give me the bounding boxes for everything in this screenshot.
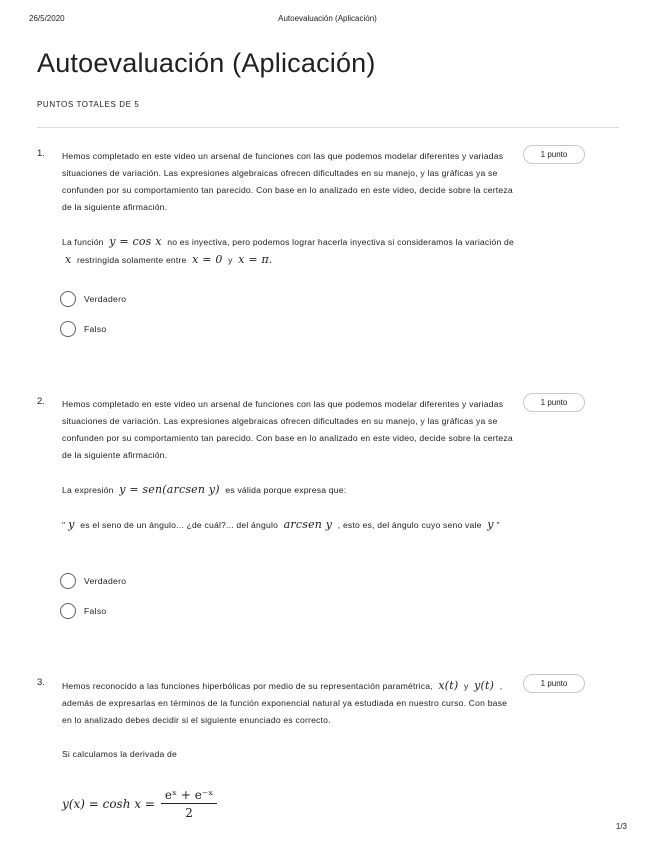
math-expression: x = π.: [238, 253, 273, 266]
print-doc-title: Autoevaluación (Aplicación): [278, 14, 377, 23]
question-quote: " y es el seno de un ángulo... ¿de cuál?... del ángulo arcsen y , esto es, del ángulo cuyo seno vale y ": [62, 518, 500, 531]
option-verdadero[interactable]: Verdadero: [60, 284, 360, 314]
question-number: 3.: [37, 677, 45, 688]
math-expression: y(t): [474, 679, 495, 692]
math-expression: y = sen(arcsen y): [119, 483, 220, 496]
radio-button[interactable]: [60, 603, 76, 619]
points-badge: 1 punto: [523, 674, 585, 693]
print-date: 26/5/2020: [29, 14, 65, 23]
question-statement: La función y = cos x no es inyectiva, pero podemos lograr hacerla inyectiva si consideramos la variación de x restringida solamente entre x = 0 y x = π.: [62, 235, 515, 266]
math-expression: x = 0: [192, 253, 223, 266]
math-expression: x(t): [438, 679, 459, 692]
points-badge: 1 punto: [523, 393, 585, 412]
option-falso[interactable]: Falso: [60, 314, 360, 344]
math-expression: y: [487, 518, 494, 531]
option-verdadero[interactable]: Verdadero: [60, 566, 360, 596]
print-header: [0, 14, 655, 26]
points-badge: 1 punto: [523, 145, 585, 164]
question-number: 2.: [37, 396, 45, 407]
question-number: 1.: [37, 148, 45, 159]
radio-button[interactable]: [60, 321, 76, 337]
fraction: $\frac{\text{eˣ + e⁻ˣ}}{2}$: [161, 788, 217, 820]
math-expression: y: [68, 518, 75, 531]
total-points: PUNTOS TOTALES DE 5: [37, 100, 140, 109]
math-expression: arcsen y: [283, 518, 333, 531]
radio-button[interactable]: [60, 573, 76, 589]
radio-button[interactable]: [60, 291, 76, 307]
page-number: 1/3: [615, 822, 627, 831]
form-title: Autoevaluación (Aplicación): [37, 48, 376, 78]
cosh-formula: y(x) = cosh x = $\frac{\text{eˣ + e⁻ˣ}}{2}$: [62, 788, 217, 820]
math-expression: x: [65, 253, 72, 266]
question-intro: Hemos reconocido a las funciones hiperbólicas por medio de su representación paramétrica, x(t) y y(t) , además de expresarlas en términos de la función exponencial natural ya estudiada en nuestro curso. Con base en lo analizado debes decidir si el siguiente enunciado es correcto.: [62, 679, 508, 725]
option-falso[interactable]: Falso: [60, 596, 360, 626]
question-intro: Hemos completado en este video un arsenal de funciones con las que podemos modelar diferentes y variadas situaciones de variación. Las expresiones algebraicas ofrecen dificultades en su manejo, y las gráficas ya se confunden por su comportamiento tan parecido. Con base en lo analizado en este video, decide sobre la certeza de la siguiente afirmación.: [62, 151, 513, 212]
question-statement: La expresión y = sen(arcsen y) es válida porque expresa que:: [62, 483, 347, 496]
divider: [37, 127, 619, 128]
math-expression: y = cos x: [109, 235, 162, 248]
question-statement: Si calculamos la derivada de: [62, 749, 177, 759]
question-intro: Hemos completado en este video un arsenal de funciones con las que podemos modelar diferentes y variadas situaciones de variación. Las expresiones algebraicas ofrecen dificultades en su manejo, y las gráficas ya se confunden por su comportamiento tan parecido. Con base en lo analizado en este video, decide sobre la certeza de la siguiente afirmación.: [62, 399, 513, 460]
